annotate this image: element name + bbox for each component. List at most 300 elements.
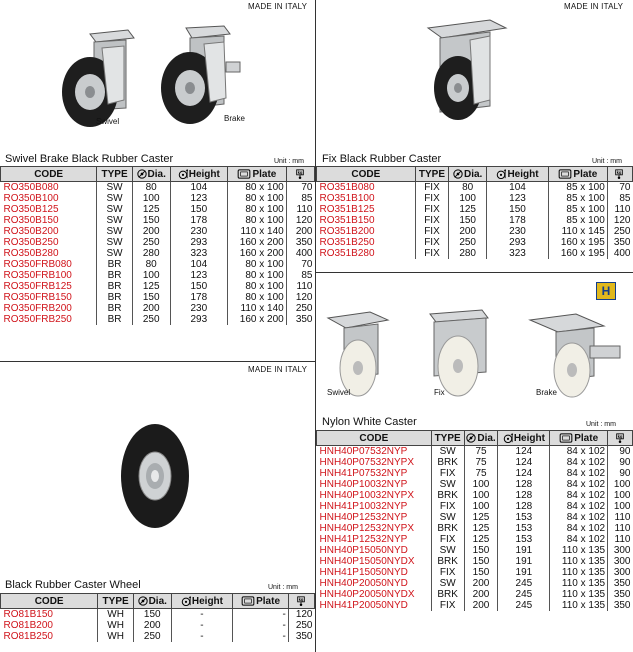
col-dia: Dia. bbox=[464, 431, 498, 446]
diameter-cell: 125 bbox=[464, 523, 498, 534]
plate-cell: 85 x 100 bbox=[548, 182, 607, 194]
height-cell: 124 bbox=[498, 457, 550, 468]
product-code: RO350FRB250 bbox=[3, 314, 72, 325]
product-code: HNH40P12532NYP bbox=[319, 512, 408, 523]
table-row bbox=[1, 204, 315, 215]
load-cell: 120 bbox=[286, 292, 314, 303]
load-cell: 100 bbox=[608, 490, 633, 501]
col-plate: Plate bbox=[228, 167, 287, 182]
diameter-cell: 280 bbox=[449, 248, 487, 259]
fix-black-title: Fix Black Rubber Caster bbox=[322, 153, 442, 165]
load-cell: 300 bbox=[608, 556, 633, 567]
col-type: TYPE bbox=[98, 594, 134, 609]
diameter-cell: 150 bbox=[449, 215, 487, 226]
diameter-cell: 250 bbox=[449, 237, 487, 248]
diameter-cell: 150 bbox=[464, 556, 498, 567]
type-cell: FIX bbox=[415, 182, 449, 194]
product-code: HNH41P12532NYP bbox=[319, 534, 408, 545]
table-row bbox=[317, 589, 633, 600]
col-dia: Dia. bbox=[132, 167, 170, 182]
height-cell: 123 bbox=[487, 193, 549, 204]
load-cell: 100 bbox=[608, 501, 633, 512]
diameter-cell: 75 bbox=[464, 457, 498, 468]
height-icon bbox=[181, 596, 191, 606]
table-row bbox=[1, 259, 315, 270]
height-cell: 191 bbox=[498, 545, 550, 556]
table-row bbox=[317, 490, 633, 501]
table-row bbox=[317, 204, 633, 215]
product-code: HNH41P20050NYD bbox=[319, 600, 408, 611]
plate-cell: 85 x 100 bbox=[548, 215, 607, 226]
product-code: RO351B125 bbox=[319, 204, 375, 215]
plate-cell: 110 x 135 bbox=[550, 556, 608, 567]
header-row bbox=[1, 594, 315, 609]
table-row bbox=[317, 182, 633, 194]
load-cell: 110 bbox=[286, 204, 314, 215]
type-cell: BRK bbox=[431, 589, 464, 600]
type-cell: SW bbox=[97, 204, 133, 215]
plate-cell: 160 x 195 bbox=[548, 248, 607, 259]
table-row bbox=[317, 534, 633, 545]
plate-cell: 84 x 102 bbox=[550, 512, 608, 523]
type-cell: BR bbox=[97, 259, 133, 270]
height-cell: 293 bbox=[170, 237, 228, 248]
plate-cell: 110 x 135 bbox=[550, 567, 608, 578]
rubber-wheel-illustration bbox=[118, 420, 192, 532]
diameter-cell: 125 bbox=[464, 534, 498, 545]
load-cell: 200 bbox=[286, 226, 314, 237]
load-cell: 110 bbox=[608, 512, 633, 523]
type-cell: FIX bbox=[415, 226, 449, 237]
plate-cell: - bbox=[233, 620, 288, 631]
fix-black-table bbox=[316, 166, 633, 259]
diameter-cell: 150 bbox=[464, 545, 498, 556]
type-cell: SW bbox=[97, 215, 133, 226]
product-code: RO350FRB100 bbox=[3, 270, 72, 281]
type-cell: BRK bbox=[431, 457, 464, 468]
table-row bbox=[1, 270, 315, 281]
type-cell: WH bbox=[98, 631, 134, 642]
plate-icon bbox=[241, 596, 255, 606]
table-row bbox=[1, 248, 315, 259]
plate-cell: 110 x 140 bbox=[228, 303, 287, 314]
diameter-cell: 75 bbox=[464, 468, 498, 479]
fix-caster-illustration bbox=[420, 16, 510, 126]
type-cell: BRK bbox=[431, 556, 464, 567]
diameter-cell: 150 bbox=[464, 567, 498, 578]
product-code: RO81B150 bbox=[3, 609, 53, 620]
diameter-cell: 150 bbox=[133, 609, 171, 621]
type-cell: BRK bbox=[431, 523, 464, 534]
type-cell: WH bbox=[98, 609, 134, 621]
product-code: RO351B080 bbox=[319, 182, 375, 193]
height-cell: 153 bbox=[498, 512, 550, 523]
diameter-cell: 125 bbox=[464, 512, 498, 523]
height-cell: 323 bbox=[487, 248, 549, 259]
height-cell: 128 bbox=[498, 490, 550, 501]
height-cell: 128 bbox=[498, 479, 550, 490]
diameter-icon bbox=[138, 596, 148, 606]
type-cell: FIX bbox=[431, 468, 464, 479]
load-cell: 350 bbox=[286, 314, 314, 325]
diameter-cell: 280 bbox=[132, 248, 170, 259]
product-code: HNH40P20050NYD bbox=[319, 578, 408, 589]
swivel-brake-title: Swivel Brake Black Rubber Caster bbox=[5, 153, 174, 165]
diameter-cell: 200 bbox=[449, 226, 487, 237]
product-code: RO350B100 bbox=[3, 193, 59, 204]
plate-cell: 110 x 135 bbox=[550, 545, 608, 556]
type-cell: SW bbox=[431, 578, 464, 589]
type-cell: SW bbox=[431, 545, 464, 556]
table-row bbox=[317, 215, 633, 226]
type-cell: BR bbox=[97, 281, 133, 292]
table-row bbox=[1, 609, 315, 621]
product-code: HNH40P12532NYPX bbox=[319, 523, 414, 534]
divider-fix-nylon bbox=[316, 272, 633, 273]
plate-cell: 84 x 102 bbox=[550, 534, 608, 545]
diameter-cell: 200 bbox=[132, 303, 170, 314]
diameter-cell: 250 bbox=[132, 237, 170, 248]
type-cell: FIX bbox=[415, 248, 449, 259]
table-row bbox=[1, 292, 315, 303]
load-cell: 85 bbox=[286, 193, 314, 204]
diameter-cell: 100 bbox=[464, 501, 498, 512]
table-row bbox=[1, 314, 315, 325]
load-cell: 100 bbox=[608, 479, 633, 490]
height-cell: 150 bbox=[170, 204, 228, 215]
load-cell: 300 bbox=[608, 567, 633, 578]
plate-cell: 84 x 102 bbox=[550, 490, 608, 501]
height-cell: 191 bbox=[498, 567, 550, 578]
table-row bbox=[317, 248, 633, 259]
type-cell: FIX bbox=[431, 567, 464, 578]
product-code: RO351B150 bbox=[319, 215, 375, 226]
header-row bbox=[317, 167, 633, 182]
col-height: Height bbox=[498, 431, 550, 446]
unit-label: Unit : mm bbox=[592, 158, 622, 165]
table-row bbox=[317, 226, 633, 237]
unit-label: Unit : mm bbox=[586, 421, 616, 428]
load-cell: 350 bbox=[608, 589, 633, 600]
plate-icon bbox=[558, 169, 572, 179]
height-cell: 245 bbox=[498, 589, 550, 600]
product-code: RO350B250 bbox=[3, 237, 59, 248]
product-code: HNH40P07532NYPX bbox=[319, 457, 414, 468]
plate-cell: 84 x 102 bbox=[550, 468, 608, 479]
load-cell: 70 bbox=[607, 182, 632, 194]
type-cell: FIX bbox=[431, 534, 464, 545]
table-row bbox=[317, 193, 633, 204]
swivel-label: Swivel bbox=[327, 388, 351, 397]
load-cell: 350 bbox=[608, 600, 633, 611]
plate-cell: 110 x 140 bbox=[228, 226, 287, 237]
product-code: HNH40P10032NYPX bbox=[319, 490, 414, 501]
load-cell: 85 bbox=[286, 270, 314, 281]
load-cell: 90 bbox=[608, 468, 633, 479]
brake-label: Brake bbox=[224, 114, 245, 123]
height-cell: 178 bbox=[170, 215, 228, 226]
product-code: HNH40P20050NYDX bbox=[319, 589, 415, 600]
plate-cell: 84 x 102 bbox=[550, 457, 608, 468]
height-cell: 128 bbox=[498, 501, 550, 512]
product-code: RO351B280 bbox=[319, 248, 375, 259]
header-row bbox=[317, 431, 633, 446]
type-cell: BR bbox=[97, 292, 133, 303]
plate-cell: 160 x 200 bbox=[228, 314, 287, 325]
type-cell: FIX bbox=[415, 193, 449, 204]
load-cell: 90 bbox=[608, 446, 633, 458]
load-cell: 110 bbox=[608, 523, 633, 534]
made-in-italy-label: MADE IN ITALY bbox=[248, 2, 308, 11]
diameter-cell: 80 bbox=[132, 182, 170, 194]
type-cell: SW bbox=[97, 182, 133, 194]
product-code: HNH41P10032NYP bbox=[319, 501, 408, 512]
col-load bbox=[607, 167, 632, 182]
load-cell: 250 bbox=[286, 303, 314, 314]
height-cell: 230 bbox=[170, 226, 228, 237]
height-cell: 323 bbox=[170, 248, 228, 259]
diameter-cell: 100 bbox=[464, 490, 498, 501]
height-cell: 230 bbox=[487, 226, 549, 237]
wheel-table bbox=[0, 593, 315, 642]
height-cell: - bbox=[171, 609, 233, 621]
product-code: RO351B250 bbox=[319, 237, 375, 248]
col-code: CODE bbox=[317, 431, 432, 446]
type-cell: SW bbox=[97, 248, 133, 259]
plate-cell: 110 x 145 bbox=[548, 226, 607, 237]
load-cell: 70 bbox=[286, 182, 314, 194]
table-row bbox=[317, 457, 633, 468]
type-cell: BR bbox=[97, 270, 133, 281]
load-cell: 120 bbox=[288, 609, 314, 621]
diameter-cell: 100 bbox=[132, 193, 170, 204]
plate-icon bbox=[559, 433, 573, 443]
table-row bbox=[1, 303, 315, 314]
height-icon bbox=[503, 433, 513, 443]
product-code: HNH41P15050NYD bbox=[319, 567, 408, 578]
product-code: HNH40P07532NYP bbox=[319, 446, 408, 457]
product-code: RO350B280 bbox=[3, 248, 59, 259]
height-cell: 245 bbox=[498, 578, 550, 589]
table-row bbox=[1, 281, 315, 292]
plate-cell: 80 x 100 bbox=[228, 270, 287, 281]
type-cell: SW bbox=[431, 446, 464, 458]
diameter-cell: 200 bbox=[464, 600, 498, 611]
load-cell: 350 bbox=[286, 237, 314, 248]
col-dia: Dia. bbox=[133, 594, 171, 609]
nylon-caster-illustration bbox=[318, 304, 630, 410]
height-cell: 178 bbox=[170, 292, 228, 303]
col-type: TYPE bbox=[415, 167, 449, 182]
type-cell: FIX bbox=[431, 600, 464, 611]
height-cell: 104 bbox=[170, 182, 228, 194]
diameter-icon bbox=[453, 169, 463, 179]
load-cell: 400 bbox=[607, 248, 632, 259]
load-cell: 85 bbox=[607, 193, 632, 204]
height-cell: 150 bbox=[487, 204, 549, 215]
load-capacity-icon bbox=[614, 169, 624, 179]
swivel-label: Swivel bbox=[96, 117, 120, 126]
diameter-cell: 250 bbox=[133, 631, 171, 642]
diameter-cell: 250 bbox=[132, 314, 170, 325]
height-cell: 150 bbox=[170, 281, 228, 292]
height-cell: 178 bbox=[487, 215, 549, 226]
height-icon bbox=[178, 169, 188, 179]
diameter-cell: 150 bbox=[132, 292, 170, 303]
diameter-cell: 100 bbox=[449, 193, 487, 204]
load-cell: 300 bbox=[608, 545, 633, 556]
table-row bbox=[1, 226, 315, 237]
col-code: CODE bbox=[317, 167, 416, 182]
table-row bbox=[317, 479, 633, 490]
col-code: CODE bbox=[1, 167, 97, 182]
col-plate: Plate bbox=[550, 431, 608, 446]
load-cell: 350 bbox=[288, 631, 314, 642]
diameter-cell: 125 bbox=[449, 204, 487, 215]
plate-icon bbox=[237, 169, 251, 179]
table-row bbox=[317, 237, 633, 248]
table-row bbox=[317, 512, 633, 523]
table-row bbox=[317, 468, 633, 479]
plate-cell: 110 x 135 bbox=[550, 600, 608, 611]
product-code: RO351B100 bbox=[319, 193, 375, 204]
diameter-icon bbox=[466, 433, 476, 443]
plate-cell: - bbox=[233, 609, 288, 621]
swivel-brake-table bbox=[0, 166, 315, 325]
diameter-cell: 200 bbox=[464, 578, 498, 589]
load-capacity-icon bbox=[295, 169, 305, 179]
plate-cell: 80 x 100 bbox=[228, 182, 287, 194]
plate-cell: - bbox=[233, 631, 288, 642]
plate-cell: 84 x 102 bbox=[550, 523, 608, 534]
diameter-cell: 100 bbox=[464, 479, 498, 490]
product-code: RO350FRB125 bbox=[3, 281, 72, 292]
load-cell: 110 bbox=[607, 204, 632, 215]
plate-cell: 84 x 102 bbox=[550, 446, 608, 458]
product-code: RO351B200 bbox=[319, 226, 375, 237]
load-cell: 70 bbox=[286, 259, 314, 270]
col-type: TYPE bbox=[97, 167, 133, 182]
product-code: RO350FRB200 bbox=[3, 303, 72, 314]
diameter-cell: 200 bbox=[132, 226, 170, 237]
load-cell: 250 bbox=[288, 620, 314, 631]
plate-cell: 160 x 200 bbox=[228, 237, 287, 248]
unit-label: Unit : mm bbox=[274, 158, 304, 165]
table-row bbox=[1, 237, 315, 248]
height-cell: - bbox=[171, 631, 233, 642]
load-cell: 350 bbox=[607, 237, 632, 248]
height-cell: 124 bbox=[498, 468, 550, 479]
plate-cell: 80 x 100 bbox=[228, 193, 287, 204]
plate-cell: 84 x 102 bbox=[550, 501, 608, 512]
height-cell: 153 bbox=[498, 534, 550, 545]
table-row bbox=[317, 578, 633, 589]
diameter-cell: 200 bbox=[133, 620, 171, 631]
fix-label: Fix bbox=[434, 388, 445, 397]
load-cell: 400 bbox=[286, 248, 314, 259]
nylon-table bbox=[316, 430, 633, 611]
table-row bbox=[317, 446, 633, 458]
type-cell: SW bbox=[431, 479, 464, 490]
plate-cell: 160 x 195 bbox=[548, 237, 607, 248]
col-code: CODE bbox=[1, 594, 98, 609]
col-load bbox=[286, 167, 314, 182]
product-code: RO350FRB150 bbox=[3, 292, 72, 303]
plate-cell: 80 x 100 bbox=[228, 259, 287, 270]
diameter-cell: 125 bbox=[132, 281, 170, 292]
brake-label: Brake bbox=[536, 388, 557, 397]
made-in-italy-label: MADE IN ITALY bbox=[248, 365, 308, 374]
load-cell: 250 bbox=[607, 226, 632, 237]
height-cell: 124 bbox=[498, 446, 550, 458]
table-row bbox=[1, 193, 315, 204]
table-row bbox=[317, 501, 633, 512]
table-row bbox=[1, 620, 315, 631]
load-cell: 110 bbox=[286, 281, 314, 292]
plate-cell: 80 x 100 bbox=[228, 215, 287, 226]
wheel-title: Black Rubber Caster Wheel bbox=[5, 579, 141, 591]
type-cell: BR bbox=[97, 314, 133, 325]
diameter-cell: 200 bbox=[464, 589, 498, 600]
height-cell: 123 bbox=[170, 270, 228, 281]
load-cell: 120 bbox=[607, 215, 632, 226]
height-cell: 104 bbox=[170, 259, 228, 270]
type-cell: FIX bbox=[415, 215, 449, 226]
height-cell: 104 bbox=[487, 182, 549, 194]
plate-cell: 85 x 100 bbox=[548, 204, 607, 215]
load-cell: 110 bbox=[608, 534, 633, 545]
height-icon bbox=[496, 169, 506, 179]
diameter-cell: 80 bbox=[132, 259, 170, 270]
col-height: Height bbox=[487, 167, 549, 182]
diameter-icon bbox=[137, 169, 147, 179]
load-capacity-icon bbox=[296, 596, 306, 606]
height-cell: 230 bbox=[170, 303, 228, 314]
load-cell: 120 bbox=[286, 215, 314, 226]
plate-cell: 110 x 135 bbox=[550, 578, 608, 589]
type-cell: FIX bbox=[415, 237, 449, 248]
type-cell: FIX bbox=[415, 204, 449, 215]
plate-cell: 110 x 135 bbox=[550, 589, 608, 600]
col-dia: Dia. bbox=[449, 167, 487, 182]
diameter-cell: 75 bbox=[464, 446, 498, 458]
product-code: HNH40P15050NYD bbox=[319, 545, 408, 556]
product-code: HNH40P10032NYP bbox=[319, 479, 408, 490]
type-cell: SW bbox=[97, 226, 133, 237]
table-row bbox=[317, 545, 633, 556]
nylon-title: Nylon White Caster bbox=[322, 416, 417, 428]
table-row bbox=[1, 215, 315, 226]
unit-label: Unit : mm bbox=[268, 584, 298, 591]
load-cell: 90 bbox=[608, 457, 633, 468]
made-in-italy-label: MADE IN ITALY bbox=[564, 2, 624, 11]
table-row bbox=[1, 182, 315, 194]
col-height: Height bbox=[171, 594, 233, 609]
table-row bbox=[1, 631, 315, 642]
col-height: Height bbox=[170, 167, 228, 182]
product-code: RO81B200 bbox=[3, 620, 53, 631]
height-cell: 245 bbox=[498, 600, 550, 611]
height-cell: 293 bbox=[487, 237, 549, 248]
plate-cell: 80 x 100 bbox=[228, 292, 287, 303]
plate-cell: 160 x 200 bbox=[228, 248, 287, 259]
load-capacity-icon bbox=[615, 433, 625, 443]
product-code: RO350B150 bbox=[3, 215, 59, 226]
type-cell: WH bbox=[98, 620, 134, 631]
height-cell: - bbox=[171, 620, 233, 631]
diameter-cell: 125 bbox=[132, 204, 170, 215]
product-code: HNH41P07532NYP bbox=[319, 468, 408, 479]
